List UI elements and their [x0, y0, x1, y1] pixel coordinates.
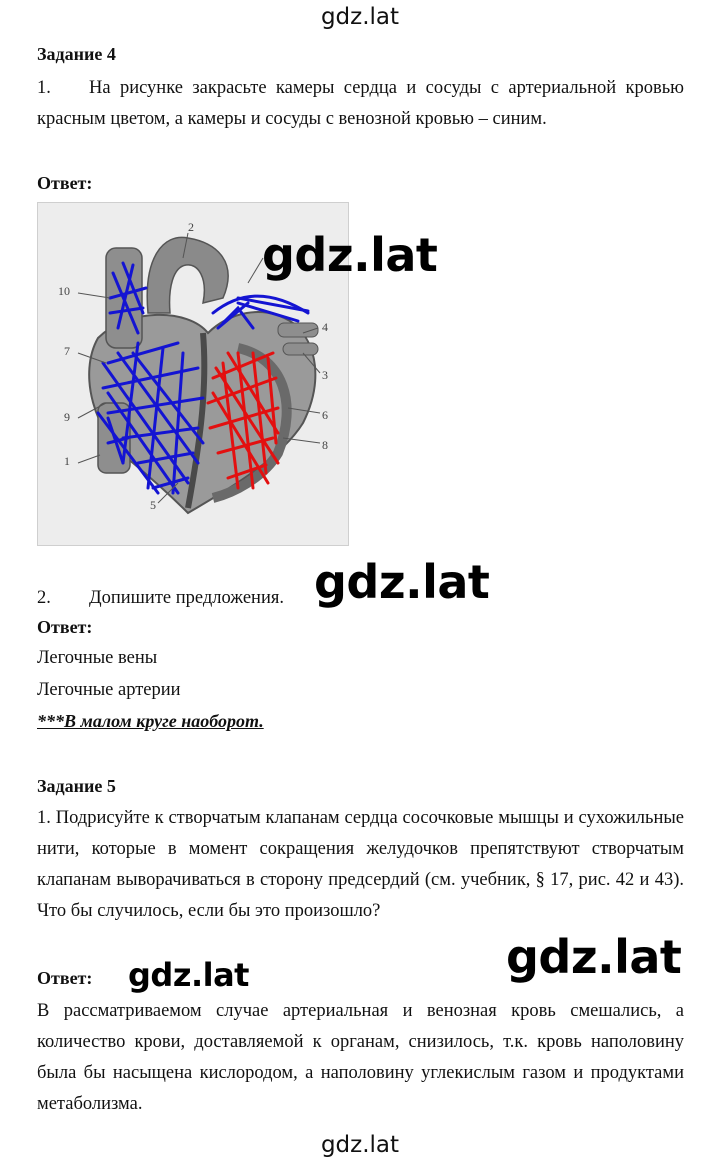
question-text: На рисунке закрасьте камеры сердца и сосуды с артериальной кровью красным цветом, а камеры и сосуды с венозной кровью – синим. [37, 78, 684, 129]
question-number: 2. [37, 588, 51, 608]
task5-question: 1. Подрисуйте к створчатым клапанам сердца сосочковые мышцы и сухожильные нити, которые в момент сокращения желудочков препятствуют створчатым клапанам выворачиваться в сторону предсердий (см. учебник, § 17, рис. 42 и 43). Что бы случилось, если бы это произошло? [37, 808, 684, 921]
figure-label-10: 10 [58, 284, 70, 298]
figure-label-6: 6 [322, 408, 328, 422]
figure-label-8: 8 [322, 438, 328, 452]
answer-note: ***В малом круге наоборот. [37, 711, 264, 731]
task5-answer-text: В рассматриваемом случае артериальная и венозная кровь смешались, а количество крови, доставляемой к органам, снизилось, т.к. кровь наполовину была бы насыщена кислородом, а наполовину углекислым газом и продуктами метаболизма. [37, 1001, 684, 1114]
task4-answer-label: Ответ: [37, 173, 93, 193]
watermark-overlay-1: gdz.lat [262, 228, 438, 282]
question-text: Допишите предложения. [89, 588, 284, 608]
aorta [147, 237, 228, 313]
figure-label-1: 1 [64, 454, 70, 468]
watermark-top: gdz.lat [320, 4, 400, 30]
question-number: 1. [37, 78, 51, 98]
watermark-overlay-3: gdz.lat [128, 956, 249, 994]
answer-line-pulmonary-arteries: Легочные артерии [37, 680, 181, 700]
task5-answer-label: Ответ: [37, 968, 93, 988]
answer-line-pulmonary-veins: Легочные вены [37, 648, 158, 668]
figure-label-2: 2 [188, 220, 194, 234]
task4-title: Задание 4 [37, 44, 116, 64]
figure-label-4: 4 [322, 320, 328, 334]
task4-answer2-label: Ответ: [37, 617, 93, 637]
figure-label-3: 3 [322, 368, 328, 382]
watermark-overlay-4: gdz.lat [506, 930, 682, 984]
watermark-bottom: gdz.lat [320, 1132, 400, 1158]
pulmonary-vein [283, 343, 318, 355]
task5-title: Задание 5 [37, 776, 116, 796]
watermark-overlay-2: gdz.lat [314, 555, 490, 609]
figure-label-9: 9 [64, 410, 70, 424]
figure-label-7: 7 [64, 344, 70, 358]
task4-question-1 [37, 73, 684, 135]
figure-label-5: 5 [150, 498, 156, 512]
